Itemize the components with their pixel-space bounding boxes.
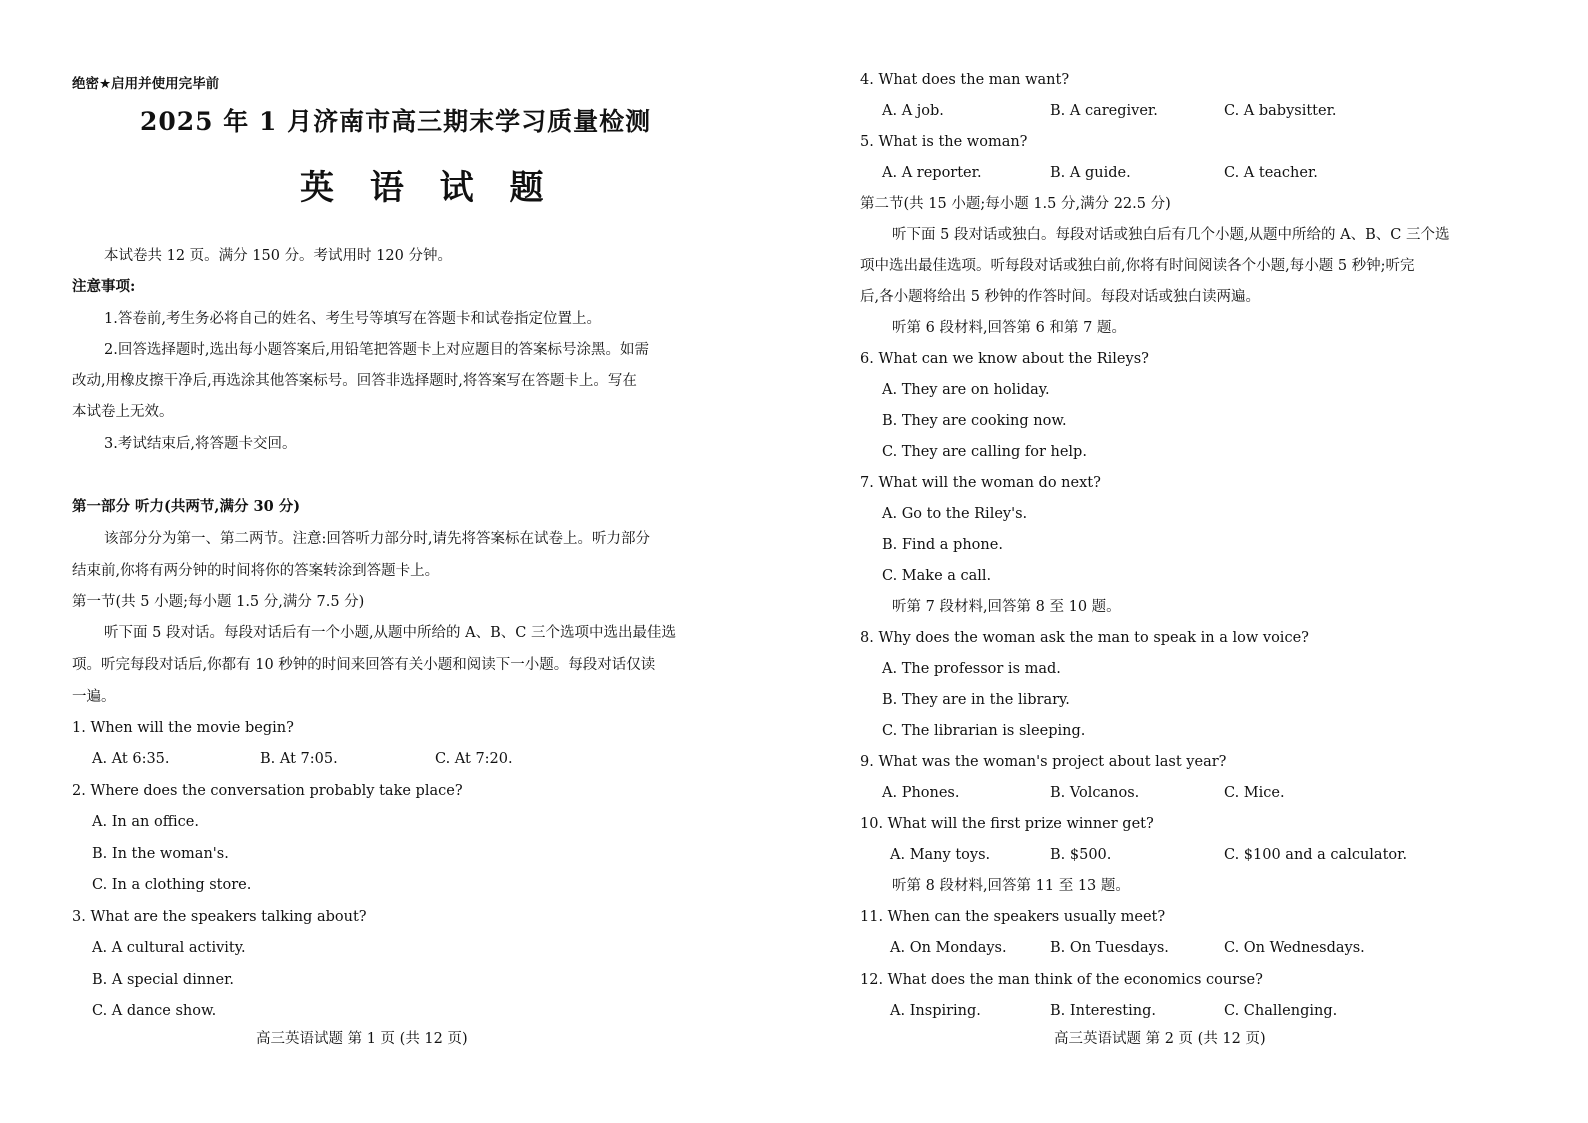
question-2-option-a: A. In an office. bbox=[92, 814, 199, 830]
option-a: A. Many toys. bbox=[890, 847, 991, 863]
notice-item-2-end: 本试卷上无效。 bbox=[72, 404, 174, 420]
question-7-option-b: B. Find a phone. bbox=[882, 537, 1003, 553]
question-3: 3. What are the speakers talking about? bbox=[72, 909, 367, 925]
option-c: C. Challenging. bbox=[1224, 1003, 1338, 1019]
section2-description: 听下面 5 段对话或独白。每段对话或独白后有几个小题,从题中所给的 A、B、C 三个选 bbox=[892, 227, 1450, 243]
exam-title: 2025 年 1 月济南市高三期末学习质量检测 bbox=[140, 107, 652, 136]
page-footer: 高三英语试题 第 1 页 (共 12 页) bbox=[256, 1031, 468, 1047]
subject-title: 英 语 试 题 bbox=[300, 168, 556, 208]
question-2-option-b: B. In the woman's. bbox=[92, 846, 229, 862]
option-b: B. At 7:05. bbox=[260, 751, 338, 767]
question-7-option-c: C. Make a call. bbox=[882, 568, 992, 584]
option-a: A. Phones. bbox=[882, 785, 960, 801]
section2-description-cont: 项中选出最佳选项。听每段对话或独白前,你将有时间阅读各个小题,每小题 5 秒钟;听完 bbox=[860, 258, 1415, 274]
exam-intro: 本试卷共 12 页。满分 150 分。考试用时 120 分钟。 bbox=[104, 248, 452, 264]
material-6-note: 听第 6 段材料,回答第 6 和第 7 题。 bbox=[892, 320, 1126, 336]
question-3-option-a: A. A cultural activity. bbox=[92, 940, 246, 956]
material-8-note: 听第 8 段材料,回答第 11 至 13 题。 bbox=[892, 878, 1130, 894]
question-12: 12. What does the man think of the economics course? bbox=[860, 972, 1263, 988]
option-c: C. $100 and a calculator. bbox=[1224, 847, 1408, 863]
question-7: 7. What will the woman do next? bbox=[860, 475, 1101, 491]
option-c: C. Mice. bbox=[1224, 785, 1285, 801]
question-1: 1. When will the movie begin? bbox=[72, 720, 294, 736]
option-b: B. A caregiver. bbox=[1050, 103, 1158, 119]
part1-heading: 第一部分 听力(共两节,满分 30 分) bbox=[72, 498, 301, 515]
notice-item-1: 1.答卷前,考生务必将自己的姓名、考生号等填写在答题卡和试卷指定位置上。 bbox=[104, 311, 601, 327]
material-7-note: 听第 7 段材料,回答第 8 至 10 题。 bbox=[892, 599, 1121, 615]
notice-heading: 注意事项: bbox=[72, 278, 136, 295]
section1-description-end: 一遍。 bbox=[72, 689, 116, 705]
section2-description-end: 后,各小题将给出 5 秒钟的作答时间。每段对话或独白读两遍。 bbox=[860, 289, 1261, 305]
confidential-label: 绝密★启用并使用完毕前 bbox=[72, 76, 220, 92]
exam-page-2 bbox=[794, 0, 1588, 1123]
option-c: C. At 7:20. bbox=[435, 751, 513, 767]
question-6: 6. What can we know about the Rileys? bbox=[860, 351, 1149, 367]
question-2: 2. Where does the conversation probably take place? bbox=[72, 783, 463, 799]
question-3-option-b: B. A special dinner. bbox=[92, 972, 235, 988]
question-3-option-c: C. A dance show. bbox=[92, 1003, 217, 1019]
option-b: B. $500. bbox=[1050, 847, 1112, 863]
question-10: 10. What will the first prize winner get? bbox=[860, 816, 1154, 832]
section1-heading: 第一节(共 5 小题;每小题 1.5 分,满分 7.5 分) bbox=[72, 594, 365, 610]
question-7-option-a: A. Go to the Riley's. bbox=[882, 506, 1028, 522]
option-c: C. A babysitter. bbox=[1224, 103, 1337, 119]
part1-description-cont: 结束前,你将有两分钟的时间将你的答案转涂到答题卡上。 bbox=[72, 563, 440, 579]
question-6-option-a: A. They are on holiday. bbox=[882, 382, 1050, 398]
question-2-option-c: C. In a clothing store. bbox=[92, 877, 252, 893]
section1-description: 听下面 5 段对话。每段对话后有一个小题,从题中所给的 A、B、C 三个选项中选出最佳选 bbox=[104, 625, 676, 641]
option-b: B. Interesting. bbox=[1050, 1003, 1156, 1019]
question-8-option-c: C. The librarian is sleeping. bbox=[882, 723, 1086, 739]
question-5: 5. What is the woman? bbox=[860, 134, 1028, 150]
option-a: A. A job. bbox=[882, 103, 944, 119]
question-8-option-b: B. They are in the library. bbox=[882, 692, 1070, 708]
option-c: C. On Wednesdays. bbox=[1224, 940, 1365, 956]
option-b: B. On Tuesdays. bbox=[1050, 940, 1169, 956]
question-8: 8. Why does the woman ask the man to speak in a low voice? bbox=[860, 630, 1309, 646]
option-a: A. At 6:35. bbox=[92, 751, 170, 767]
question-8-option-a: A. The professor is mad. bbox=[882, 661, 1061, 677]
question-6-option-c: C. They are calling for help. bbox=[882, 444, 1087, 460]
option-a: A. A reporter. bbox=[882, 165, 982, 181]
notice-item-3: 3.考试结束后,将答题卡交回。 bbox=[104, 436, 297, 452]
question-9: 9. What was the woman's project about last year? bbox=[860, 754, 1227, 770]
question-11: 11. When can the speakers usually meet? bbox=[860, 909, 1166, 925]
section1-description-cont: 项。听完每段对话后,你都有 10 秒钟的时间来回答有关小题和阅读下一小题。每段对话仅读 bbox=[72, 657, 656, 673]
option-b: B. Volcanos. bbox=[1050, 785, 1140, 801]
option-a: A. Inspiring. bbox=[890, 1003, 981, 1019]
question-6-option-b: B. They are cooking now. bbox=[882, 413, 1067, 429]
page-footer: 高三英语试题 第 2 页 (共 12 页) bbox=[1054, 1031, 1266, 1047]
question-4: 4. What does the man want? bbox=[860, 72, 1070, 88]
section2-heading: 第二节(共 15 小题;每小题 1.5 分,满分 22.5 分) bbox=[860, 196, 1171, 212]
part1-description: 该部分分为第一、第二两节。注意:回答听力部分时,请先将答案标在试卷上。听力部分 bbox=[104, 531, 650, 547]
notice-item-2: 2.回答选择题时,选出每小题答案后,用铅笔把答题卡上对应题目的答案标号涂黑。如需 bbox=[104, 342, 650, 358]
notice-item-2-cont: 改动,用橡皮擦干净后,再选涂其他答案标号。回答非选择题时,将答案写在答题卡上。写在 bbox=[72, 373, 637, 389]
option-b: B. A guide. bbox=[1050, 165, 1131, 181]
option-a: A. On Mondays. bbox=[890, 940, 1007, 956]
option-c: C. A teacher. bbox=[1224, 165, 1318, 181]
